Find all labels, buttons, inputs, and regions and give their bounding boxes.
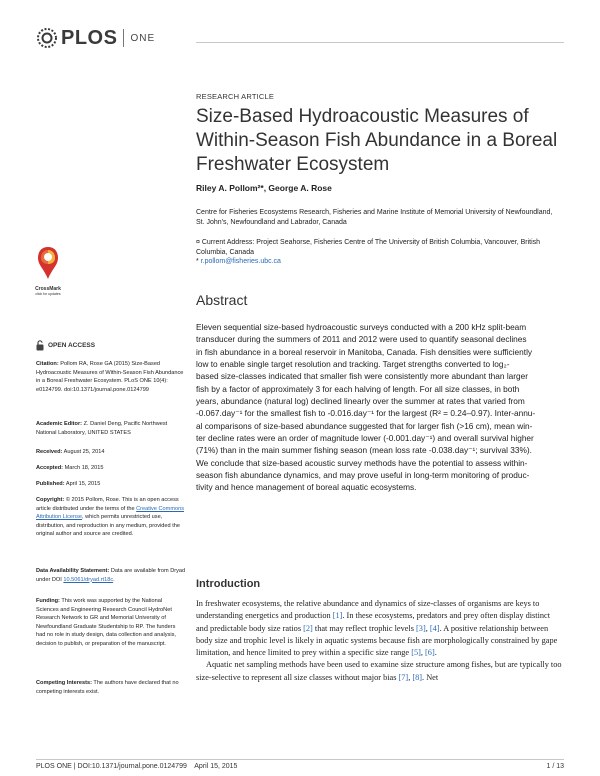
accepted-label: Accepted: <box>36 465 64 471</box>
open-access-badge <box>36 340 95 351</box>
funding-text: This work was supported by the National Sciences and Engineering Research Council HydroNet Research Network to GR and Memorial University of Newfoundland Graduate Studentship to RP. The funders had no role in study design, data collection and analysis, decision to publish, or preparation of the manuscript. <box>36 598 176 647</box>
crossmark-label: CrossMark <box>35 286 61 292</box>
citation-text: Pollom RA, Rose GA (2015) Size-Based Hydroacoustic Measures of Within-Season Fish Abundance in a Boreal Freshwater Ecosystem. PLoS ONE 10(4): e0124799. doi:10.1371/journal.pone.0124799 <box>36 361 184 393</box>
data-availability-block <box>36 567 186 584</box>
reference-link[interactable]: [5] <box>411 648 421 658</box>
paragraph-text: . A positive relationship between body size and trophic level is likely in aquatic systems because fish are morphologically constrained by gape limitation, and hence limited to prey within a specific size range <box>196 623 558 658</box>
abstract-line: in fish abundance in a boreal reservoir in Manitoba, Canada. Fish densities were sufficiently <box>196 346 533 357</box>
published-date: April 15, 2015 <box>64 481 101 487</box>
data-availability-text: Data are available from Dryad under DOI <box>36 568 186 583</box>
reference-link[interactable]: [3] <box>416 623 426 633</box>
received-block <box>36 448 186 457</box>
paragraph-text: . Net <box>422 672 439 682</box>
paragraph-text: , <box>425 623 430 633</box>
abstract-line: ter decline rates were an order of magnitude lower (-0.001.day⁻¹) and overall survival higher <box>196 433 534 444</box>
accepted-date: March 18, 2015 <box>63 465 104 471</box>
copyright-block <box>36 496 186 539</box>
paragraph-text: , <box>408 672 413 682</box>
logo-journal-name: ONE <box>130 32 156 44</box>
published-label: Published: <box>36 481 65 487</box>
abstract-line: fish by a factor of approximately 3 for each halving of length. For all size classes, in both <box>196 383 520 394</box>
copyright-text-end: , which permits unrestricted use, distribution, and reproduction in any medium, provided the original author and source are credited. <box>36 514 180 538</box>
reference-link[interactable]: [6] <box>425 648 435 658</box>
abstract-line: based size-classes indicated that smaller fish were consistently more abundant than larger <box>196 371 529 382</box>
open-access-label: OPEN ACCESS <box>48 342 96 349</box>
reference-link[interactable]: [2] <box>303 623 313 633</box>
logo-divider <box>123 29 124 47</box>
abstract-line: -0.067.day⁻¹ for the smallest fish to -0.016.day⁻¹ for the largest (R² = 0.24–0.97). Inter-annu- <box>196 408 536 419</box>
competing-interests-label: Competing Interests: <box>36 680 92 686</box>
introduction-body <box>196 598 562 684</box>
paragraph-text: . In these ecosystems, predators and prey often display distinct and predictable body size ratios <box>196 611 551 633</box>
competing-interests-text: The authors have declared that no competing interests exist. <box>36 680 179 695</box>
footer-citation: PLOS ONE | DOI:10.1371/journal.pone.0124799 April 15, 2015 <box>36 763 238 770</box>
funding-block <box>36 597 186 649</box>
author-email-link[interactable]: r.pollom@fisheries.ubc.ca <box>200 258 281 265</box>
abstract-heading: Abstract <box>196 292 248 308</box>
author-list: Riley A. Pollom²*, George A. Rose <box>196 183 332 193</box>
logo-text: PLOS <box>61 26 118 49</box>
abstract-line: Eleven sequential size-based hydroacoustic surveys conducted with a 200 kHz split-beam <box>196 322 527 332</box>
accepted-block <box>36 464 186 473</box>
reference-link[interactable]: [1] <box>332 611 343 621</box>
email-marker: * <box>196 258 199 265</box>
introduction-paragraph <box>196 659 562 684</box>
abstract-line: years, abundance (natural log) declined linearly over the summer at rates that varied from <box>196 396 525 407</box>
citation-label: Citation: <box>36 361 59 367</box>
reference-link[interactable]: [8] <box>412 672 423 682</box>
editor-label: Academic Editor: <box>36 421 83 427</box>
paragraph-text: In freshwater ecosystems, the relative abundance and dynamics of size-classes of organisms are keys to understanding energetics and production <box>196 599 540 621</box>
introduction-paragraph <box>196 598 562 659</box>
current-address: ¤ Current Address: Project Seahorse, Fisheries Centre of The University of British Columbia, Vancouver, British Columbia, Canada <box>196 239 541 256</box>
dryad-doi-link[interactable]: 10.5061/dryad.rt18c <box>63 576 114 583</box>
abstract-line: transducer during the summers of 2011 and 2012 were used to quantify seasonal declines <box>196 334 527 345</box>
plos-logo-icon <box>36 27 58 49</box>
reference-link[interactable]: [7] <box>398 672 409 682</box>
correspondence <box>196 258 281 265</box>
reference-link[interactable]: [4] <box>429 623 440 633</box>
published-block <box>36 480 186 489</box>
introduction-heading: Introduction <box>196 578 261 590</box>
data-availability-label: Data Availability Statement: <box>36 568 110 574</box>
paragraph-text: Aquatic net sampling methods have been used to examine size structure among fishes, but are typically too size-selective to represent all size classes without major bias <box>196 660 562 682</box>
citation-block <box>36 360 186 394</box>
paragraph-text: . <box>434 648 437 658</box>
received-date: August 25, 2014 <box>62 449 105 455</box>
paragraph-text: , <box>420 648 426 658</box>
competing-interests-block <box>36 679 186 696</box>
header-divider <box>196 42 564 43</box>
crossmark-icon <box>36 246 60 280</box>
crossmark-badge[interactable] <box>34 246 62 296</box>
open-lock-icon <box>36 340 44 351</box>
received-label: Received: <box>36 449 63 455</box>
crossmark-sublabel: click for updates <box>35 292 61 296</box>
editor-text: Z. Daniel Deng, Pacific Northwest National Laboratory, UNITED STATES <box>36 421 168 436</box>
copyright-text: © 2015 Pollom, Rose. This is an open access article distributed under the terms of the <box>36 497 179 512</box>
paragraph-text: that may reflect trophic levels <box>312 623 417 633</box>
copyright-label: Copyright: <box>36 497 65 503</box>
abstract-line: tivity and hence management of boreal aquatic ecosystems. <box>196 482 417 493</box>
article-title: Size-Based Hydroacoustic Measures of Within-Season Fish Abundance in a Boreal Freshwater Ecosystem <box>196 106 558 175</box>
data-availability-end: . <box>113 576 115 583</box>
article-type: RESEARCH ARTICLE <box>196 92 275 101</box>
plos-one-logo[interactable] <box>36 26 155 50</box>
academic-editor-block <box>36 420 186 437</box>
abstract-line: low to enable single target resolution and tracking. Target strengths converted to log₂- <box>196 359 510 370</box>
abstract-line: (71%) than in the main summer fishing season (mean loss rate -0.038.day⁻¹; survival 33%). <box>196 445 532 456</box>
abstract-line: season fish abundance dynamics, and may prove useful in long-term monitoring of produc- <box>196 470 530 481</box>
abstract-line: We conclude that size-based acoustic survey methods have the potential to assess within- <box>196 457 528 468</box>
footer-divider <box>36 759 564 760</box>
license-link[interactable]: Creative Commons Attribution License <box>36 505 184 521</box>
page-number: 1 / 13 <box>546 763 564 770</box>
funding-label: Funding: <box>36 598 60 604</box>
affiliation: Centre for Fisheries Ecosystems Research, Fisheries and Marine Institute of Memorial University of Newfoundland, St. John's, Newfoundland and Labrador, Canada <box>196 209 553 226</box>
abstract-body <box>196 321 562 494</box>
abstract-line: al comparisons of size-based abundance suggested that for larger fish (>16 cm), mean win- <box>196 420 533 431</box>
